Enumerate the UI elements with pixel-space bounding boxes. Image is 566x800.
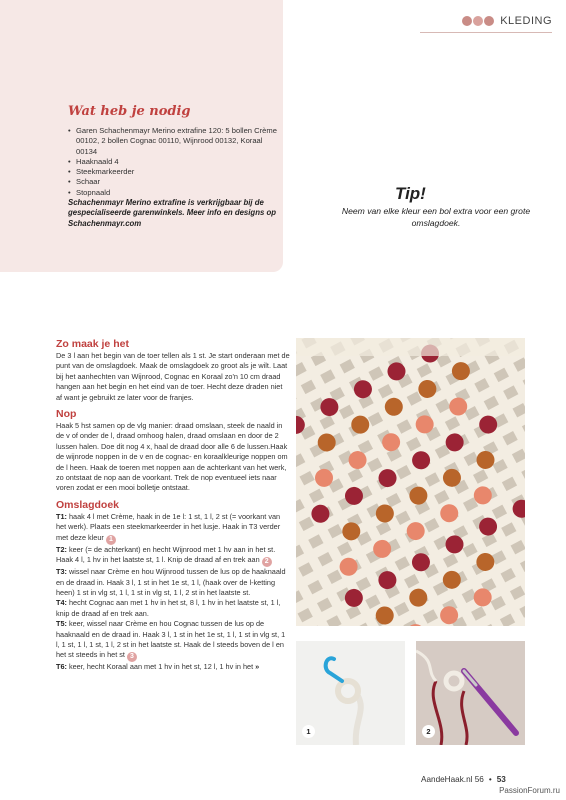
header-divider (420, 32, 552, 33)
step-photo-2 (416, 641, 525, 745)
row-label: T3: (56, 567, 67, 577)
row-label: T6: (56, 662, 67, 672)
photo-ref-badge: 1 (106, 535, 116, 545)
paragraph-nop: Haak 5 hst samen op de vlg manier: draad omslaan, steek de naald in de v of onder de l, draad omhoog halen, draad omslaan en door de 2 lussen halen. Doe dit nog 4 x, haal de draad door alle 6 de lussen.Haak de wijnrode noppen in de v en de cognac- en koraalkleurige noppen om de l heen. Haak de toeren met noppen aan de achterkant van het werk, zo ontstaat de nop aan de voorkant. Trek de nop eventueel iets naar voren zodat er een mooi bolletje ontstaat. (56, 421, 288, 493)
row-label: T2: (56, 544, 67, 554)
paragraph-zo-maak: De 3 l aan het begin van de toer tellen als 1 st. Je start onderaan met de punt van de omslagdoek. Maak de omslagdoek zo groot als je wilt. Laat bij het aanhechten van Wijnrood, Cognac en Koraal zo'n 10 cm draad hangen aan het begin en het eind van de toer. Hecht deze draden niet af want je gebruikt ze later voor de franjes. (56, 351, 290, 402)
materials-item: • Stopnaald (68, 188, 280, 198)
row-label: T5: (56, 619, 67, 629)
row-t6 (56, 662, 290, 672)
row-text: wissel naar Crème en hou Wijnrood tussen de lus op de haaknaald en de draad in. Haak 3 l, 1 st in het 1e st, 1 l, (haak over de l-ketting heen) 1 st in vlg st, 1 l, 1 st in vlg st, 1 l, 2 st in het laatste st. (56, 567, 286, 597)
heading-nop: Nop (56, 408, 77, 421)
materials-list-block (68, 126, 280, 229)
row-text: keer, wissel naar Crème en hou Cognac tussen de lus op de haaknaald en de draad in. Haak 3 l, 1 st in het 1e st, 1 l, 1 st in vlg st, 1 l, 1 st, 1 l, 1 st, 1 l, 2 st in het laatste st. Haak de l steeds boven de l en het st steeds in het st (56, 619, 286, 660)
row-t5 (56, 619, 290, 662)
availability-note: Schachenmayr Merino extrafine is verkrijgbaar bij de gespecialiseerde garenwinkels. Meer info en designs op Schachenmayr.com (68, 198, 276, 228)
section-header (462, 15, 552, 27)
tip-title: Tip! (395, 184, 426, 203)
shawl-photo (296, 338, 525, 626)
footer-bullet: • (488, 775, 492, 784)
page-number: 53 (496, 775, 506, 784)
photo-ref-badge: 2 (262, 557, 272, 567)
section-label: KLEDING (500, 15, 552, 27)
dot-icon (462, 16, 472, 26)
materials-heading: Wat heb je nodig (68, 104, 191, 119)
row-t2 (56, 545, 290, 567)
watermark: PassionForum.ru (499, 786, 560, 795)
materials-item: • Garen Schachenmayr Merino extrafine 120: 5 bollen Crème 00102, 2 bollen Cognac 00110, Wijnrood 00132, Koraal 00134 (68, 126, 280, 157)
step-photo-1 (296, 641, 405, 745)
heading-zo-maak: Zo maak je het (56, 338, 129, 350)
row-text: hecht Cognac aan met 1 hv in het st, 8 l, 1 hv in het laatste st, 1 l, knip de draad af en trek aan. (56, 598, 281, 618)
decorative-dots (462, 16, 494, 26)
dot-icon (484, 16, 494, 26)
magazine-name: AandeHaak.nl 56 (421, 775, 484, 784)
row-label: T1: (56, 511, 67, 521)
row-t4 (56, 598, 290, 619)
materials-item: • Schaar (68, 177, 280, 187)
heading-omslagdoek: Omslagdoek (56, 498, 120, 511)
photo-number-badge: 1 (302, 725, 315, 738)
instructions-column (56, 338, 290, 673)
page-footer (421, 775, 506, 784)
row-text: keer (= de achterkant) en hecht Wijnrood met 1 hv aan in het st. Haak 4 l, 1 hv in het laatste st, 1 l. Knip de draad af en trek aan (56, 544, 276, 565)
row-text: haak 4 l met Crème, haak in de 1e l: 1 st, 1 l, 2 st (= voorkant van het werk). Plaats een steekmarkeerder in het lusje. Haak in T3 verder met deze kleur (56, 511, 281, 542)
row-label: T4: (56, 598, 67, 608)
photo-number-badge: 2 (422, 725, 435, 738)
materials-item: • Haaknaald 4 (68, 157, 280, 167)
continue-arrow-icon: » (255, 662, 260, 672)
tip-text: Neem van elke kleur een bol extra voor een grote omslagdoek. (341, 206, 531, 228)
dot-icon (473, 16, 483, 26)
shawl-photo-image (296, 338, 525, 626)
row-t1 (56, 512, 290, 545)
row-text: keer, hecht Koraal aan met 1 hv in het st, 12 l, 1 hv in het (66, 662, 256, 672)
photo-ref-badge: 3 (127, 652, 137, 662)
materials-item: • Steekmarkeerder (68, 167, 280, 177)
materials-list (68, 126, 280, 198)
row-t3 (56, 567, 290, 598)
